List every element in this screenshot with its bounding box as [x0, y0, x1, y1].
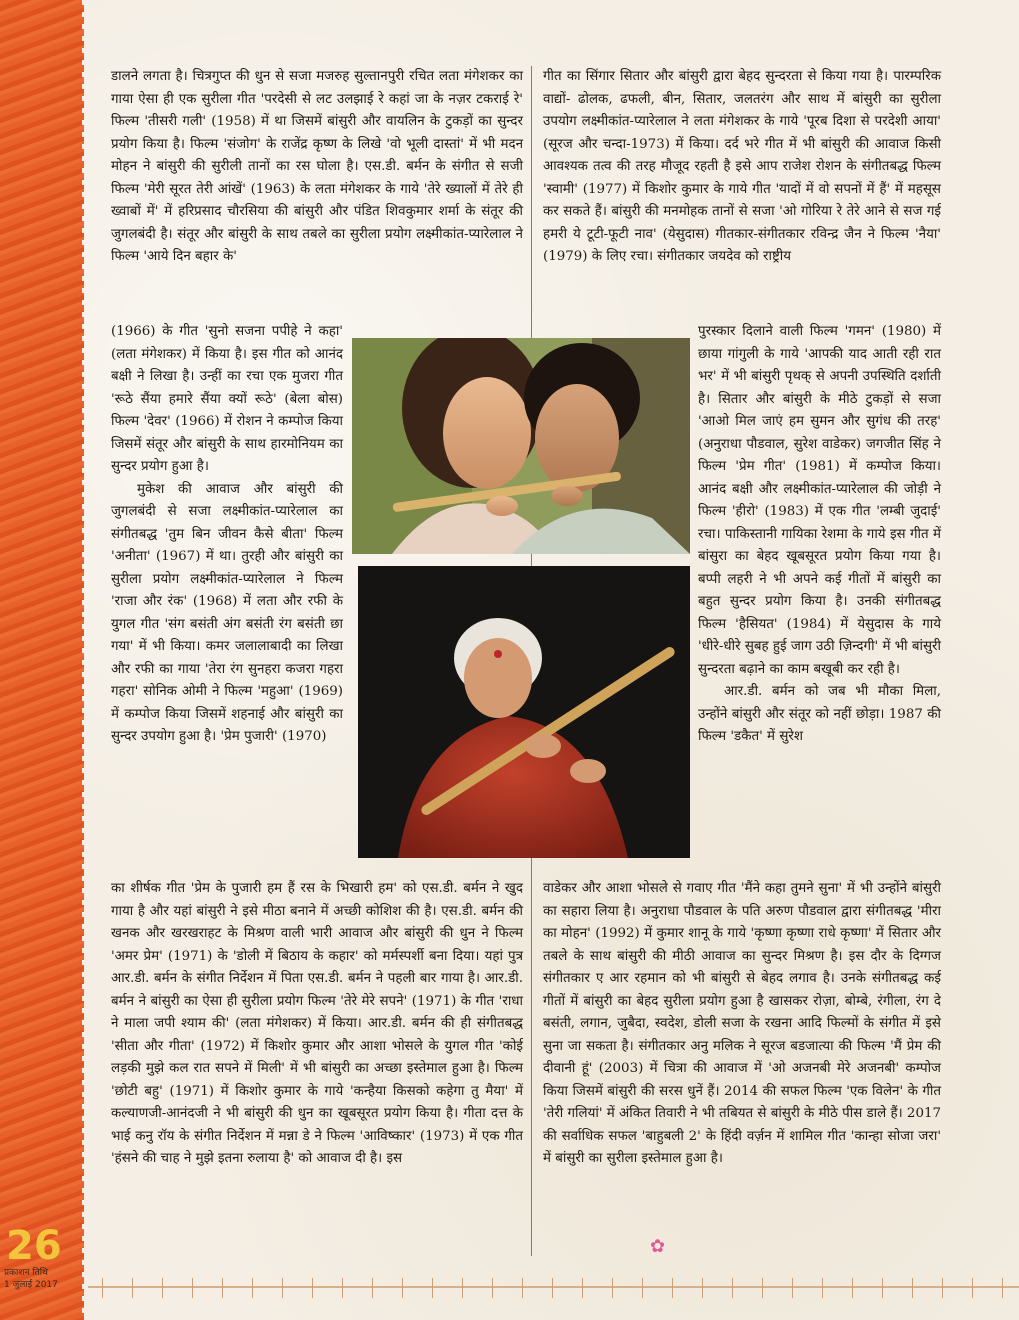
film-still-photo	[352, 338, 690, 554]
issue-label: प्रकाशन तिथि	[4, 1268, 48, 1278]
right-column-wrap	[698, 321, 941, 749]
flower-icon: ✿	[650, 1236, 666, 1257]
article-paragraph: आर.डी. बर्मन को जब भी मौका मिला, उन्होंने बांसुरी और संतूर को नहीं छोड़ा। 1987 की फिल्म 'डकैत' में सुरेश	[698, 684, 941, 744]
left-decorative-band	[0, 0, 84, 1320]
right-column-top	[543, 66, 941, 269]
decorative-footer-border	[88, 1278, 1019, 1298]
article-paragraph: वाडेकर और आशा भोसले से गवाए गीत 'मैंने कहा तुमने सुना' में भी उन्होंने बांसुरी का सहारा लिया है। अनुराधा पौडवाल के पति अरुण पौडवाल द्वारा संगीतबद्ध 'मीरा का मोहन' (1992) में कुमार शानू के गाये 'कृष्णा कृष्णा राधे कृष्णा' में सितार और तबले के साथ बांसुरी की मीठी आवाज का सुन्दर मिश्रण है। इस दौर के दिग्गज संगीतकार ए आर रहमान को भी बांसुरी से बेहद लगाव है। उनके संगीतबद्ध कई गीतों में बांसुरी का बेहद सुरीला प्रयोग हुआ है खासकर रोज़ा, बोम्बे, रंगीला, रंग दे बसंती, लगान, जुबैदा, स्वदेश, डोली सजा के रखना आदि फिल्मों के संगीत में इसे सुना जा सकता है। संगीतकार अनु मलिक ने सूरज बडजात्या की फिल्म 'मैं प्रेम की दीवानी हूं' (2003) में चित्रा की आवाज में 'ओ अजनबी मेरे अजनबी' कम्पोज किया जिसमें बांसुरी की सरस धुनें हैं। 2014 की सफल फिल्म 'एक विलेन' के गीत 'तेरी गलियां' में अंकित तिवारी ने भी तबियत से बांसुरी के मीठे पीस डाले हैं। 2017 की सर्वाधिक सफल 'बाहुबली 2' के हिंदी वर्ज़न में शामिल गीत 'कान्हा सोजा जरा' में बांसुरी का सुरीला इस्तेमाल हुआ है।	[543, 881, 941, 1166]
film-still-illustration	[352, 338, 690, 554]
article-paragraph: डालने लगता है। चित्रगुप्त की धुन से सजा मजरुह सुल्तानपुरी रचित लता मंगेशकर का गाया ऐसा ही एक सुरीला गीत 'परदेसी से लट उलझाई रे कहां जा के नज़र टकराई रे' फिल्म 'तीसरी गली' (1958) में था जिसमें बांसुरी और वायलिन के टुकड़ों का सुन्दर प्रयोग किया है। फिल्म 'संजोग' के राजेंद्र कृष्ण के लिखे 'वो भूली दास्तां' में भी मदन मोहन ने बांसुरी की सुरीली तानों का रस घोला है। एस.डी. बर्मन के संगीत से सजी फिल्म 'मेरी सूरत तेरी आंखें' (1963) के लता मंगेशकर के गाये 'तेरे ख्यालों में तेरे ही ख्वाबों में' में हरिप्रसाद चौरसिया की बांसुरी और पंडित शिवकुमार शर्मा के संतूर की जुगलबंदी है। संतूर और बांसुरी के साथ तबले का सुरीला प्रयोग लक्ष्मीकांत-प्यारेलाल ने फिल्म 'आये दिन बहार के'	[111, 69, 523, 264]
right-column-bottom	[543, 878, 941, 1171]
issue-date: 1 जुलाई 2017	[4, 1280, 58, 1290]
left-column-bottom	[111, 878, 523, 1171]
article-paragraph: का शीर्षक गीत 'प्रेम के पुजारी हम हैं रस के भिखारी हम' को एस.डी. बर्मन ने खुद गाया है और यहां बांसुरी ने इसे मीठा बनाने में अच्छी कोशिश की है। एस.डी. बर्मन की खनक और खरखराहट के मिश्रण वाली भारी आवाज और बांसुरी की धुन ने फिल्म 'अमर प्रेम' (1971) के 'डोली में बिठाय के कहार' को मर्मस्पर्शी बना दिया। यहां पुत्र आर.डी. बर्मन के संगीत निर्देशन में पिता एस.डी. बर्मन ने पहली बार गाया है। आर.डी. बर्मन ने बांसुरी का ऐसा ही सुरीला प्रयोग फिल्म 'तेरे मेरे सपने' (1971) के गीत 'राधा ने माला जपी श्याम की' (लता मंगेशकर) में किया। आर.डी. बर्मन की ही संगीतबद्ध 'सीता और गीता' (1972) में किशोर कुमार और आशा भोसले के युगल गीत 'कोई लड़की मुझे कल रात सपने में मिली' में भी बांसुरी का अच्छा इस्तेमाल हुआ है। फिल्म 'छोटी बहु' (1971) में किशोर कुमार के गाये 'कन्हैया किसको कहेगा तु मैया' में कल्याणजी-आनंदजी ने भी बांसुरी की धुन का खूबसूरत प्रयोग किया है। गीता दत्त के भाई कनु रॉय के संगीत निर्देशन में मन्ना डे ने फिल्म 'आविष्कार' (1973) में एक गीत 'हंसने की चाह ने मुझे इतना रुलाया है' को आवाज दी है। इस	[111, 881, 523, 1166]
left-column-top	[111, 66, 523, 269]
article-paragraph: गीत का सिंगार सितार और बांसुरी द्वारा बेहद सुन्दरता से किया गया है। पारम्परिक वाद्यों- ढोलक, ढफली, बीन, सितार, जलतरंग और साथ में बांसुरी का सुरीला उपयोग लक्ष्मीकांत-प्यारेलाल ने लता मंगेशकर के गाये 'पूरब दिशा से परदेशी आया' (सूरज और चन्दा-1973) में किया। दर्द भरे गीत में भी बांसुरी की आवाज किसी आवश्यक तत्व की तरह मौजूद रहती है इसे आप राजेश रोशन के संगीतबद्ध फिल्म 'स्वामी' (1977) में किशोर कुमार के गाये गीत 'यादों में वो सपनों में हैं' में महसूस कर सकते हैं। बांसुरी की मनमोहक तानों से सजा 'ओ गोरिया रे तेरे आने से सज गई हमरी ये टूटी-फूटी नाव' (येसुदास) गीतकार-संगीतकार रविन्द्र जैन ने फिल्म 'नैया' (1979) के लिए रचा। संगीतकार जयदेव को राष्ट्रीय	[543, 69, 941, 264]
flautist-portrait-photo	[358, 566, 690, 858]
article-paragraph: (1966) के गीत 'सुनो सजना पपीहे ने कहा' (लता मंगेशकर) में किया है। इस गीत को आनंद बक्षी ने लिखा है। उन्हीं का रचा एक मुजरा गीत 'रूठे सैंया हमारे सैंया क्यों रूठे' (बेला बोस) फिल्म 'देवर' (1966) में रोशन ने कम्पोज किया जिसमें संतूर और बांसुरी के साथ हारमोनियम का सुन्दर प्रयोग हुआ है।	[111, 324, 343, 474]
article-paragraph: पुरस्कार दिलाने वाली फिल्म 'गमन' (1980) में छाया गांगुली के गाये 'आपकी याद आती रही रात भर' में भी बांसुरी पृथक् से अपनी उपस्थिति दर्शाती है। सितार और बांसुरी के मीठे टुकड़ों से सजा 'आओ मिल जाएं हम सुमन और सुगंध की तरह' (अनुराधा पौडवाल, सुरेश वाडेकर) जगजीत सिंह ने फिल्म 'प्रेम गीत' (1981) में कम्पोज किया। आनंद बक्षी और लक्ष्मीकांत-प्यारेलाल की जोड़ी ने फिल्म 'हीरो' (1983) में एक गीत 'लम्बी जुदाई' रचा। पाकिस्तानी गायिका रेशमा के गाये इस गीत में बांसुरा का बेहद खूबसूरत प्रयोग किया गया है। बप्पी लहरी ने भी अपने कई गीतों में बांसुरी का बहुत सुन्दर प्रयोग किया है। उनकी संगीतबद्ध फिल्म 'हैसियत' (1984) में येसुदास के गाये 'धीरे-धीरे सुबह हुई जाग उठी ज़िन्दगी' में भी बांसुरी सुन्दरता बढ़ाने का काम बखूबी कर रही है।	[698, 324, 941, 677]
page-number: 26	[6, 1223, 62, 1269]
article-paragraph: मुकेश की आवाज और बांसुरी की जुगलबंदी से सजा लक्ष्मीकांत-प्यारेलाल का संगीतबद्ध 'तुम बिन जीवन कैसे बीता' फिल्म 'अनीता' (1967) में था। तुरही और बांसुरी का सुरीला प्रयोग लक्ष्मीकांत-प्यारेलाल ने फिल्म 'राजा और रंक' (1968) में लता और रफी के युगल गीत 'संग बसंती अंग बसंती रंग बसंती छा गया' में भी किया। कमर जलालाबादी का लिखा और रफी का गाया 'तेरा रंग सुनहरा कजरा गहरा गहरा' सोनिक ओमी ने फिल्म 'महुआ' (1969) में कम्पोज किया जिसमें शहनाई और बांसुरी का सुन्दर उपयोग हुआ है। 'प्रेम पुजारी' (1970)	[111, 481, 343, 744]
flautist-illustration	[358, 566, 690, 858]
left-column-wrap	[111, 321, 343, 749]
